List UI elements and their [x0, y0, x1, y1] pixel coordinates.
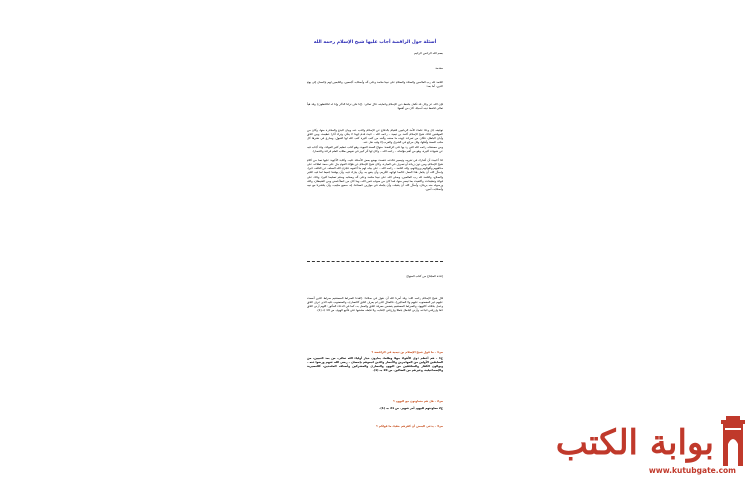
- paragraph-preservation: فإن الله عز وجل قد تكفل بحفظ دين الإسلام وحمايته، قال تعالى: {إنا نحن نزلنا الذكر وإنا له لحافظون} وقد هيأ تعالى لحفظ دينه أسبابا، كان من أهمها:: [307, 102, 443, 111]
- paragraph-opening: الحمد لله رب العالمين والصلاة والسلام على نبينا محمد وعلى آله وأصحابه أجمعين، والتابعين لهم بإحسان إلى يوم الدين، أما بعد:: [307, 80, 443, 89]
- paragraph-minhaj: ومن مصنفاته رحمه الله التي رد بها على الرافضة: منهاج السنة النبوية، وهو كتاب عظيم كثير الفوائد، وقد أجاب فيه عن شبهات كثيرة، وهو من أهم مؤلفاته – رحمه الله – وكان لها أثر كبير في نفوس طلاب العلم قراءة واختصارا.: [307, 145, 443, 154]
- section-divider: [307, 261, 443, 262]
- question-1: س1 - ما قول شيخ الإسلام بن تيمية في الرافضة ؟: [371, 350, 443, 354]
- section-heading: إعادة المجتاج من كتاب المنهاج: [406, 274, 443, 278]
- answer-1: ج1 - هم أعظم ذوي الأهواء جهلا وظلما، يعادون خيار أولياء الله تعالى، من بعد النبيين، من السابقين الأولين من المهاجرين والأنصار والذين اتبعوهم بإحسان – رضي الله عنهم ورضوا عنه – ويوالون الكفار والمنافقين من اليهود والنصارى والمشركين وأصناف الملحدين، كالنصيرية والإسماعيلية، وغيرهم من الضالين. ص 20 جـ (1).: [307, 356, 443, 373]
- gate-icon: [719, 416, 747, 466]
- logo-url: www.kutubgate.com: [648, 466, 736, 475]
- question-2: س2 - هل هم متعاونون مع اليهود ؟: [393, 399, 443, 403]
- answer-2: ج2 معاونتهم لليهود أمر شهير. ص 21 جـ (1).: [379, 406, 443, 410]
- paragraph-quote: قال شيخ الإسلام رحمه الله: وقد أمرنا الله أن نقول في صلاتنا: {اهدنا الصراط المستقيم صراط الذين أنعمت عليهم غير المغضوب عليهم ولا الضالين}، فالضال الذي لم يعرف الحق كالنصارى، والمغضوب عليه الذي عرف الحق وعمل بخلافه كاليهود، والصراط المستقيم يتضمن معرفة الحق والعمل به، كما في الدعاء المأثور: اللهم أرني الحق حقا وارزقني اتباعه، وأرني الباطل باطلا وارزقني اجتنابه، ولا تجعله مشتبها علي فأتبع الهوى. ص 19 جـ (1).: [307, 296, 443, 313]
- document-title: أسئلة حول الرافضة أجاب عليها شيخ الإسلام رحمه الله: [313, 40, 437, 45]
- paragraph-scholars: توفيقه جل وعلا علماء الأمة الربانيين للقيام بالدفاع عن الإسلام والذب عنه وبيان البدع والمحذرة منها، وكان من الموفقين لذلك شيخ الإسلام أحمد بن تيمية – رحمه الله – حيث قدم جهدا لا ينكر، وترك آثارا عظيمة، وبين الحق وأبان الباطل، فكان من ثمرات جهده ما صنفه وألفه من كتب كثيرة كتب الله لها القبول، وسارع في نشرها كل محب للسنة وأهلها، وقل مرجع في الشرق والغرب إلا وفيه نقل عنه.: [307, 128, 443, 145]
- kutubgate-logo: [555, 412, 750, 480]
- paragraph-purpose: لذا أحببت أن أشارك في تقريبه وتيسير فائدته، فقمت بوضع بعض الأسئلة عليه، وكتابة الأجوبة عليها نصا من كلام شيخ الإسلام، ومن دون زيادة أو تصرف في العبارة، وكان شيخ الإسلام عن هؤلاء القوم بدل على سعة اطلاعه على مذاهبهم وأقوالهم ورواياتهم، ولله الحمد – رحمه الله – على بيانه لهم ما أخفوه، فجزى الله السلف عن الخلف خيرا، واسأل الله أن يجعل هذا العمل خالصا لوجهه الكريم، وأن ينفع به، وأن يبارك فيه، وأن يوفقنا جميعا لما فيه الخير والصلاح، والحمد لله رب العالمين، وصلى الله على نبينا محمد وعلى آله وصحبه وسلم تسليما كثيرا، وذلك على فوائد وتعليقات، واكتفيت بما تيسر منها، فما كان من صواب فمن الله، وما كان من خطأ فمني ومن الشيطان، والله ورسوله منه بريئان، وأسأل الله أن يتقبله، وأن يجعله في موازين حسناتنا، إنه سميع مجيب، وأن يحشرنا مع نبيه وأصحابه، آمين.: [307, 158, 443, 192]
- intro-heading: مقدمة: [435, 66, 443, 70]
- basmala: بسم الله الرحمن الرحيم: [413, 51, 443, 55]
- document-page: [305, 36, 445, 480]
- question-3: س3 - يدعي البعض أن كفرهم خفيا، ما قولكم ؟: [376, 424, 443, 428]
- logo-text: بوابة الكتب: [555, 423, 714, 463]
